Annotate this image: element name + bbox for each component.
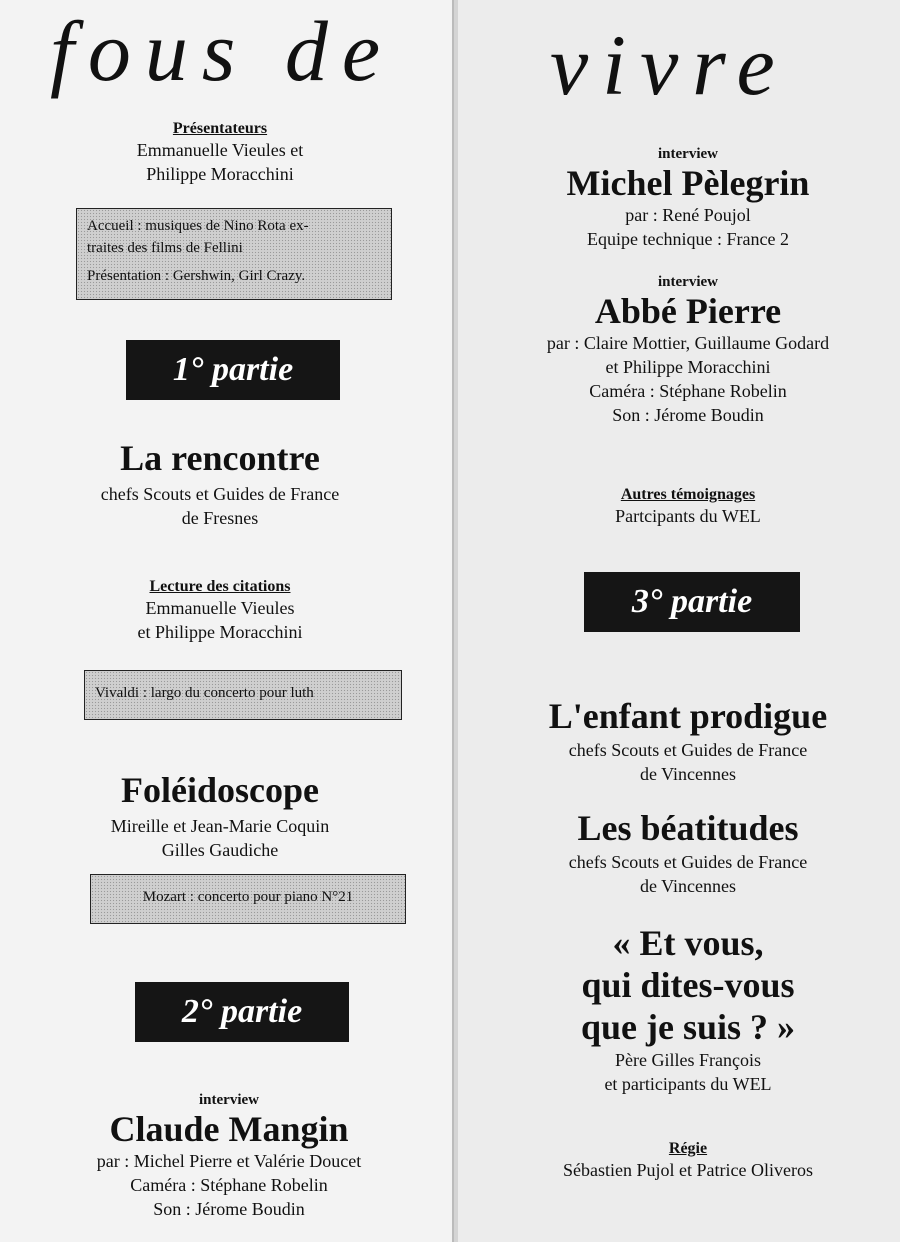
foleidoscope-title: Foléidoscope: [121, 770, 319, 810]
prodigue-line2: de Vincennes: [639, 764, 737, 784]
mangin-section: [44, 1092, 414, 1221]
abbe-line2: et Philippe Moracchini: [605, 357, 771, 377]
prodigue-title: L'enfant prodigue: [548, 696, 828, 736]
lecture-line1: Emmanuelle Vieules: [145, 598, 295, 618]
rencontre-line2: de Fresnes: [181, 508, 259, 528]
mangin-line2: Caméra : Stéphane Robelin: [130, 1175, 328, 1195]
mangin-name: Claude Mangin: [109, 1109, 349, 1149]
abbe-interview-label: interview: [658, 274, 718, 290]
music3-text: Mozart : concerto pour piano N°21: [142, 889, 354, 905]
abbe-line4: Son : Jérome Boudin: [612, 405, 764, 425]
temoignages-label: Autres témoignages: [620, 486, 756, 503]
pelegrin-line1: par : René Poujol: [625, 205, 751, 225]
rencontre-title: La rencontre: [120, 438, 320, 478]
quote-line3: que je suis ? »: [580, 1007, 796, 1047]
rencontre-line1: chefs Scouts et Guides de France: [100, 484, 340, 504]
beatitudes-line1: chefs Scouts et Guides de France: [568, 852, 808, 872]
quote-credit1: Père Gilles François: [615, 1050, 761, 1070]
regie-section: [498, 1140, 878, 1182]
lecture-label: Lecture des citations: [149, 578, 291, 595]
lecture-line2: et Philippe Moracchini: [137, 622, 303, 642]
quote-line2: qui dites-vous: [581, 965, 795, 1005]
prodigue-section: [498, 696, 878, 786]
music1-line1: Accueil : musiques de Nino Rota ex-: [87, 218, 309, 234]
abbe-section: [498, 274, 878, 427]
prodigue-line1: chefs Scouts et Guides de France: [568, 740, 808, 760]
temoignages-line1: Partcipants du WEL: [615, 506, 761, 526]
presentateurs-line1: Emmanuelle Vieules et: [136, 140, 304, 160]
music1-line3: Présentation : Gershwin, Girl Crazy.: [87, 268, 306, 284]
music-box-accueil: [76, 208, 392, 300]
foleidoscope-section: [40, 770, 400, 862]
pelegrin-line2: Equipe technique : France 2: [587, 229, 789, 249]
partie1-banner: 1° partie: [126, 340, 340, 400]
temoignages-section: [538, 486, 838, 528]
quote-credit2: et participants du WEL: [604, 1074, 772, 1094]
beatitudes-section: [498, 808, 878, 898]
pelegrin-interview-label: interview: [658, 146, 718, 162]
presentateurs-line2: Philippe Moracchini: [146, 164, 294, 184]
right-title: vivre: [550, 17, 789, 113]
mangin-interview-label: interview: [199, 1092, 259, 1108]
presentateurs-section: [60, 120, 380, 186]
presentateurs-label: Présentateurs: [172, 120, 268, 137]
abbe-line1: par : Claire Mottier, Guillaume Godard: [546, 333, 830, 353]
mangin-line1: par : Michel Pierre et Valérie Doucet: [96, 1151, 362, 1171]
beatitudes-title: Les béatitudes: [577, 808, 799, 848]
left-title: fous de: [50, 3, 395, 99]
foleidoscope-line2: Gilles Gaudiche: [161, 840, 279, 860]
abbe-name: Abbé Pierre: [594, 291, 782, 331]
regie-label: Régie: [668, 1140, 708, 1157]
abbe-line3: Caméra : Stéphane Robelin: [589, 381, 787, 401]
partie2-banner: 2° partie: [135, 982, 349, 1042]
regie-line1: Sébastien Pujol et Patrice Oliveros: [563, 1160, 813, 1180]
quote-line1: « Et vous,: [612, 923, 764, 963]
quote-section: [498, 922, 878, 1096]
right-page: [458, 0, 900, 1242]
mangin-line3: Son : Jérome Boudin: [153, 1199, 305, 1219]
music2-text: Vivaldi : largo du concerto pour luth: [95, 685, 314, 701]
music-box-mozart: [90, 874, 406, 924]
beatitudes-line2: de Vincennes: [639, 876, 737, 896]
rencontre-section: [40, 438, 400, 530]
partie3-banner: 3° partie: [584, 572, 800, 632]
music1-line2: traites des films de Fellini: [87, 240, 243, 256]
lecture-section: [60, 578, 380, 644]
music-box-vivaldi: [84, 670, 402, 720]
foleidoscope-line1: Mireille et Jean-Marie Coquin: [110, 816, 330, 836]
pelegrin-section: [498, 146, 878, 251]
pelegrin-name: Michel Pèlegrin: [566, 163, 810, 203]
